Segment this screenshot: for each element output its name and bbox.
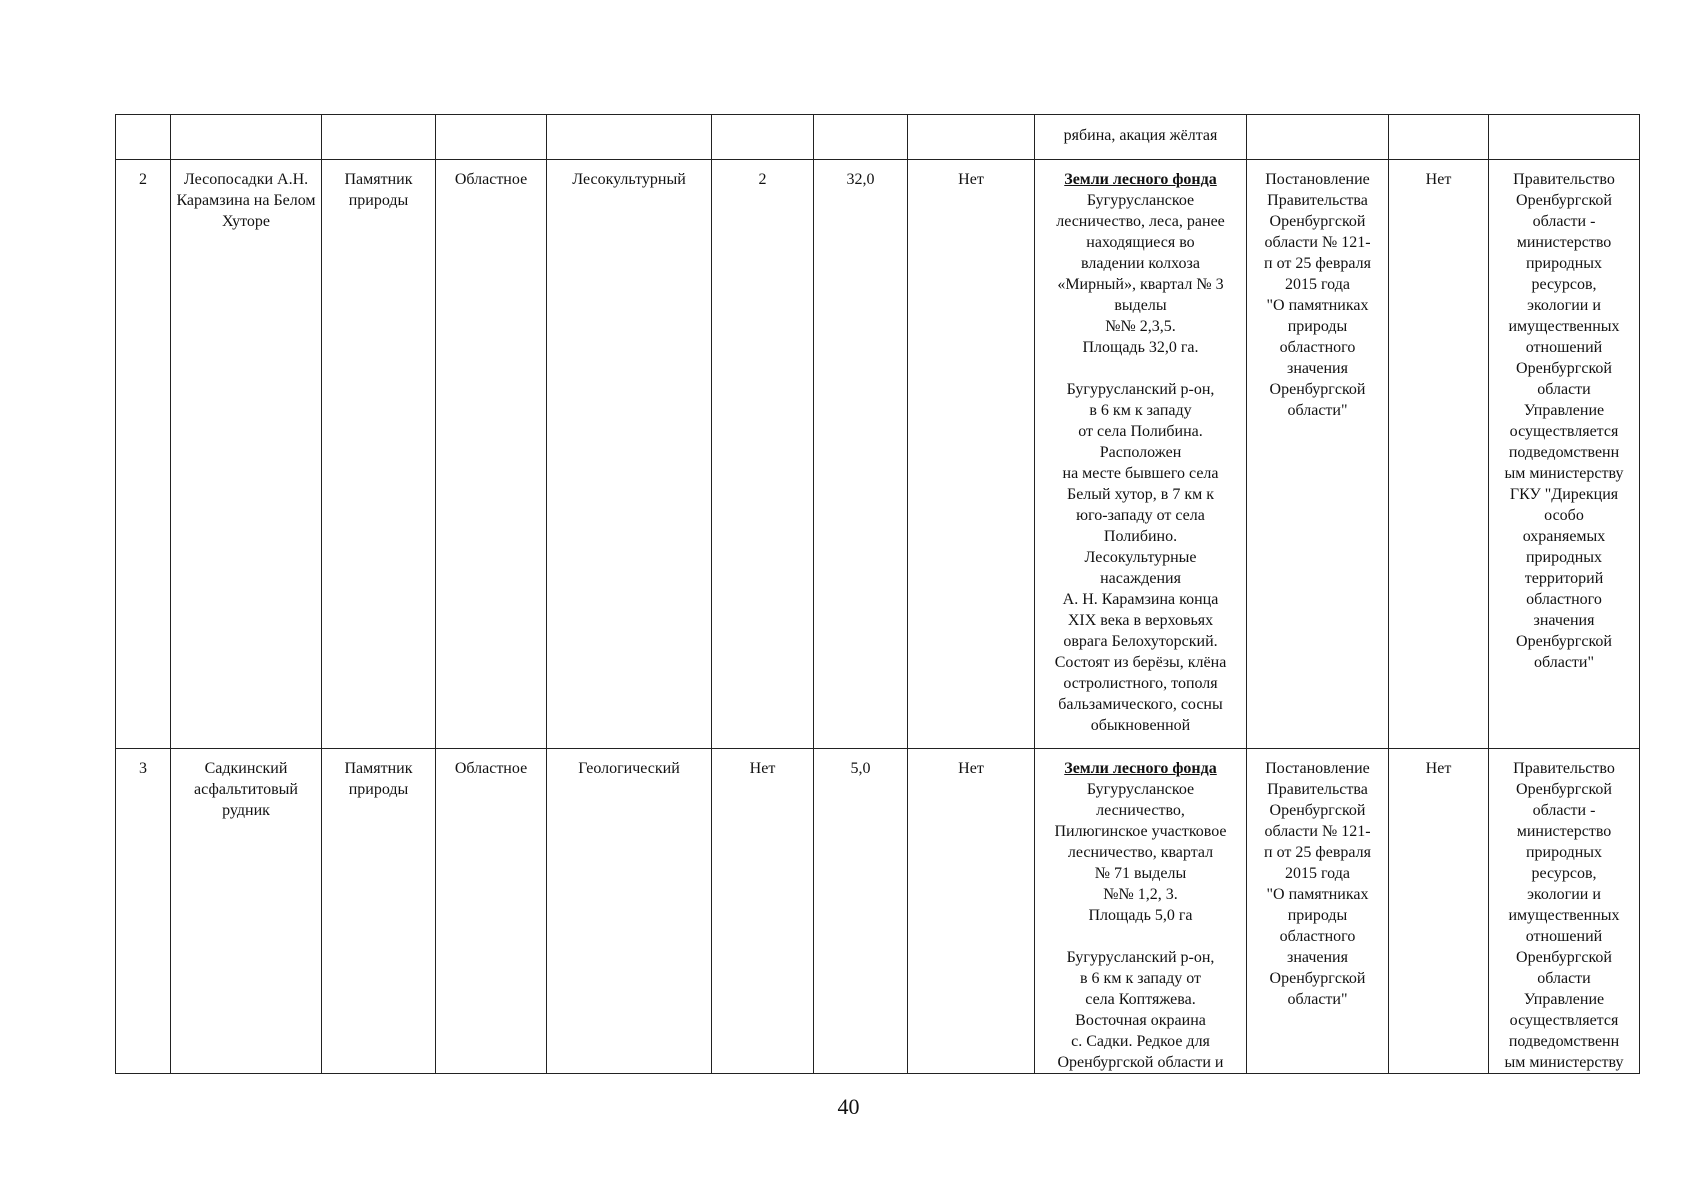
text-line: Пилюгинское участковое [1054,823,1227,840]
text-line: значения [1287,360,1348,377]
text-line: области [1537,970,1591,987]
location-description [1039,190,1242,736]
table-row [116,749,1640,1074]
cell-category: Памятник природы [322,160,436,749]
text-line: области - [1532,802,1596,819]
text-line: области [1537,381,1591,398]
text-line: имущественных [1508,907,1620,924]
land-category-heading: Земли лесного фонда [1064,760,1217,777]
table-row [116,160,1640,749]
text-line: области № 121- [1264,234,1371,251]
text-line: Лесокультурные [1084,549,1197,566]
cell-location [1035,115,1247,160]
text-line: Оренбургской [1516,949,1612,966]
page-number: 40 [837,1094,860,1119]
text-line: А. Н. Карамзина конца [1062,591,1219,608]
cell-name [171,115,322,160]
cell-num: 3 [116,749,171,1074]
cell-location [1035,749,1247,1074]
text-line: находящиеся во [1086,234,1195,251]
text-line: природных [1525,549,1603,566]
cell-num [116,115,171,160]
text-line: 2015 года [1285,276,1350,293]
text-line: Правительство [1513,760,1615,777]
text-line: экологии и [1527,886,1601,903]
text-line: п от 25 февраля [1264,255,1371,272]
text-line: владении колхоза [1081,255,1200,272]
text-line: в 6 км к западу от [1079,970,1202,987]
text-line: № 71 выделы [1094,865,1187,882]
text-line: №№ 1,2, 3. [1103,886,1178,903]
establishing-document [1251,758,1384,1010]
text-line: лесничество, квартал [1067,844,1214,861]
text-line: Площадь 32,0 га. [1082,339,1199,356]
text-line: от села Полибина. [1078,423,1203,440]
text-line: Правительства [1267,192,1368,209]
text-line: в 6 км к западу [1089,402,1192,419]
text-line: на месте бывшего села [1062,465,1219,482]
text-line: Оренбургской [1516,781,1612,798]
text-line: Белый хутор, в 7 км к [1067,486,1214,503]
text-line: министерство [1516,823,1612,840]
text-line: села Коптяжева. [1085,991,1196,1008]
text-line: ГКУ "Дирекция [1509,486,1619,503]
text-line: министерство [1516,234,1612,251]
text-line: лесничество, леса, ранее [1056,213,1225,230]
species-continuation-text: рябина, акация жёлтая [1063,127,1218,144]
cell-authority [1489,749,1640,1074]
text-line: Оренбургской [1269,970,1366,987]
text-line: Бугурусланский р-он, [1066,949,1215,966]
text-line: бальзамического, сосны [1058,696,1223,713]
text-line: Бугурусланское [1086,781,1195,798]
text-line: Управление [1523,991,1605,1008]
managing-authority [1493,169,1635,673]
text-line: осуществляется [1509,423,1619,440]
cell-name: Садкинский асфальтитовый рудник [171,749,322,1074]
cell-authority [1489,115,1640,160]
text-line: областного [1279,928,1356,945]
text-line: области № 121- [1264,823,1371,840]
text-line: Правительства [1267,781,1368,798]
cell-cadastre: Нет [1389,749,1489,1074]
text-line: природных [1525,844,1603,861]
text-line: 2015 года [1285,865,1350,882]
cell-protection-zone: Нет [908,749,1035,1074]
text-line: Восточная окраина [1075,1012,1206,1029]
text-line: Состоят из берёзы, клёна [1054,654,1227,671]
text-line: насаждения [1100,570,1181,587]
text-line: №№ 2,3,5. [1105,318,1176,335]
cell-area [814,115,908,160]
text-line: охраняемых [1522,528,1606,545]
text-line: области" [1287,402,1348,419]
text-line: лесничество, [1096,802,1185,819]
text-line: Бугурусланское [1086,192,1195,209]
cell-protection-zone: Нет [908,160,1035,749]
cell-document [1247,115,1389,160]
text-line: особо [1544,507,1584,524]
text-line: подведомственн [1508,444,1620,461]
cell-document [1247,749,1389,1074]
text-line: значения [1533,612,1595,629]
text-line: Площадь 5,0 га [1088,907,1193,924]
cell-authority [1489,160,1640,749]
text-line: Постановление [1265,760,1370,777]
cell-cluster: 2 [712,160,814,749]
cell-area: 5,0 [814,749,908,1074]
text-line [1039,358,1242,379]
text-line: областного [1279,339,1356,356]
location-description [1039,779,1242,1073]
text-line [1039,926,1242,947]
text-line: имущественных [1508,318,1620,335]
text-line: п от 25 февраля [1264,844,1371,861]
cell-significance: Областное [436,160,547,749]
text-line: области - [1532,213,1596,230]
text-line: природы [1287,318,1348,335]
establishing-document [1251,169,1384,421]
protected-areas-table [115,114,1640,1074]
cell-category [322,115,436,160]
text-line: Оренбургской [1516,360,1612,377]
cell-num: 2 [116,160,171,749]
text-line: ресурсов, [1531,865,1597,882]
text-line: области" [1287,991,1348,1008]
cell-cluster: Нет [712,749,814,1074]
text-line: с. Садки. Редкое для [1071,1033,1210,1050]
text-line: области" [1533,654,1594,671]
text-line: ресурсов, [1531,276,1597,293]
text-line: оврага Белохуторский. [1063,633,1218,650]
text-line: "О памятниках [1266,886,1369,903]
text-line: XIX века в верховьях [1067,612,1214,629]
text-line: Оренбургской [1269,802,1366,819]
cell-cadastre [1389,115,1489,160]
text-line: природы [1287,907,1348,924]
text-line: Постановление [1265,171,1370,188]
text-line: Оренбургской области и [1057,1054,1224,1071]
text-line: ым министерству [1504,465,1624,482]
text-line: остролистного, тополя [1063,675,1218,692]
text-line: отношений [1525,928,1603,945]
text-line: отношений [1525,339,1603,356]
cell-category: Памятник природы [322,749,436,1074]
text-line: выделы [1114,297,1167,314]
cell-cluster [712,115,814,160]
cell-significance: Областное [436,749,547,1074]
text-line: Расположен [1099,444,1182,461]
cell-name: Лесопосадки А.Н. Карамзина на Белом Хуторе [171,160,322,749]
cell-document [1247,160,1389,749]
text-line: «Мирный», квартал № 3 [1057,276,1224,293]
text-line: Бугурусланский р-он, [1066,381,1215,398]
cell-profile: Лесокультурный [547,160,712,749]
text-line: "О памятниках [1266,297,1369,314]
cell-significance [436,115,547,160]
text-line: Полибино. [1103,528,1178,545]
cell-area: 32,0 [814,160,908,749]
text-line: Оренбургской [1516,192,1612,209]
cell-protection-zone [908,115,1035,160]
table-row-continuation [116,115,1640,160]
cell-profile [547,115,712,160]
text-line: ым министерству [1504,1054,1624,1071]
text-line: Оренбургской [1516,633,1612,650]
text-line: обыкновенной [1090,717,1191,734]
text-line: областного [1526,591,1602,608]
text-line: Управление [1523,402,1605,419]
cell-profile: Геологический [547,749,712,1074]
text-line: природных [1525,255,1603,272]
text-line: Оренбургской [1269,381,1366,398]
land-category-heading: Земли лесного фонда [1064,171,1217,188]
text-line: осуществляется [1509,1012,1619,1029]
text-line: значения [1287,949,1348,966]
text-line: Оренбургской [1269,213,1366,230]
cell-location [1035,160,1247,749]
text-line: подведомственн [1508,1033,1620,1050]
managing-authority [1493,758,1635,1073]
cell-cadastre: Нет [1389,160,1489,749]
text-line: юго-западу от села [1076,507,1205,524]
text-line: экологии и [1527,297,1601,314]
text-line: территорий [1524,570,1604,587]
text-line: Правительство [1513,171,1615,188]
